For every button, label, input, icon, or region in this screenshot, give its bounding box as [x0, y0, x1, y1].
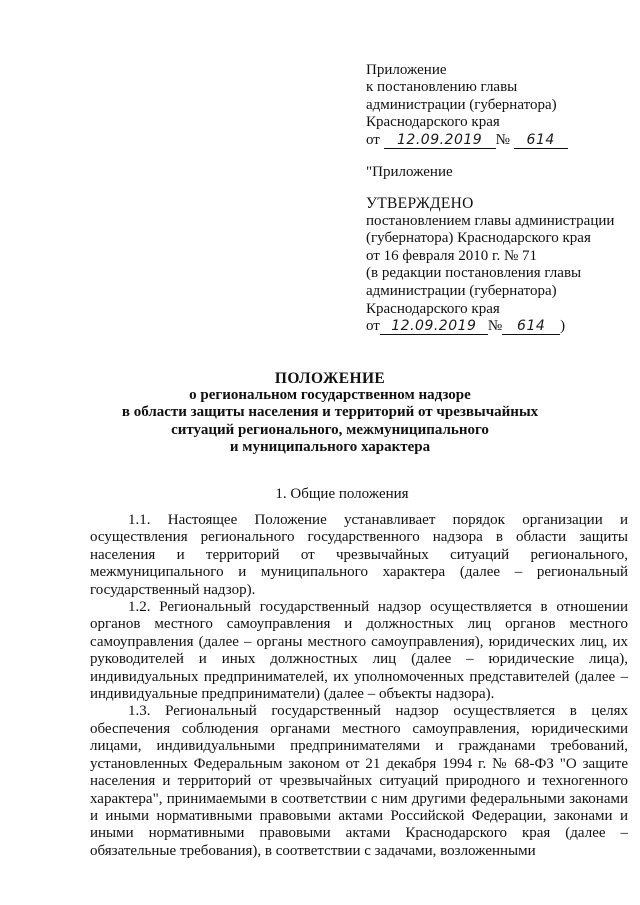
date-prefix: от: [366, 131, 380, 148]
approved-line: (губернатора) Краснодарского края: [366, 230, 591, 247]
title-main: ПОЛОЖЕНИЕ: [274, 370, 386, 387]
handwritten-date: 12.09.2019: [380, 319, 488, 335]
handwritten-number: 614: [514, 133, 568, 149]
quoted-annex-title: "Приложение: [366, 164, 453, 180]
approval-block: [366, 195, 628, 336]
annex-line: к постановлению главы: [366, 79, 518, 96]
annex-line: Приложение: [366, 62, 447, 78]
title-line: о региональном государственном надзоре: [189, 387, 471, 404]
paragraph: 1.3. Региональный государственный надзор осуществляется в целях обеспечения соблюдения органами местного самоуправления, юридическими лицами, индивидуальными предпринимателями и гражданами требований, установленных Федеральным законом от 21 декабря 1994 г. № 68-ФЗ "О защите населения и территорий от чрезвычайных ситуаций природного и техногенного характера", принимаемыми в соответствии с ним другими федеральными законами и иными нормативными правовыми актами Российской Федерации, законами и иными нормативными правовыми актами Краснодарского края (далее – обязательные требования), в соответствии с задачами, возложенными: [90, 703, 628, 859]
annex-block: [366, 62, 628, 149]
paragraph: 1.2. Региональный государственный надзор осуществляется в отношении органов местного самоуправления и должностных лиц органов местного самоуправления (далее – органы местного самоуправления), юридических лиц, их руководителей и иных должностных лиц (далее – юридические лица), индивидуальных предпринимателей, их уполномоченных представителей (далее – индивидуальные предприниматели) (далее – объекты надзора).: [90, 599, 628, 703]
paragraph: 1.1. Настоящее Положение устанавливает порядок организации и осуществления регионального государственного надзора в области защиты населения и территорий от чрезвычайных ситуаций регионального, межмуниципального и муниципального характера (далее – региональный государственный надзор).: [90, 512, 628, 598]
approved-date-line: [366, 318, 628, 336]
handwritten-number: 614: [502, 319, 560, 335]
approved-line: постановлением главы администрации: [366, 212, 615, 229]
number-prefix: №: [495, 131, 510, 148]
approved-line: от 16 февраля 2010 г. № 71: [366, 247, 538, 264]
body-text: [90, 512, 628, 860]
title-line: в области защиты населения и территорий от чрезвычайных: [121, 404, 539, 421]
title-line: ситуаций регионального, межмуниципального: [171, 421, 489, 438]
annex-date-line: [366, 132, 628, 149]
closing-paren: ): [560, 318, 566, 335]
approved-line: администрации (губернатора): [366, 282, 557, 299]
handwritten-date: 12.09.2019: [384, 133, 496, 149]
section-heading: 1. Общие положения: [275, 486, 409, 502]
number-prefix: №: [487, 318, 503, 335]
annex-line: Краснодарского края: [366, 114, 500, 131]
title-line: и муниципального характера: [229, 438, 431, 455]
approved-heading: УТВЕРЖДЕНО: [366, 195, 474, 212]
approved-line: (в редакции постановления главы: [366, 265, 582, 282]
date-prefix: от: [366, 318, 380, 335]
annex-line: администрации (губернатора): [366, 96, 557, 113]
approved-line: Краснодарского края: [366, 300, 500, 317]
document-title: [100, 370, 560, 456]
